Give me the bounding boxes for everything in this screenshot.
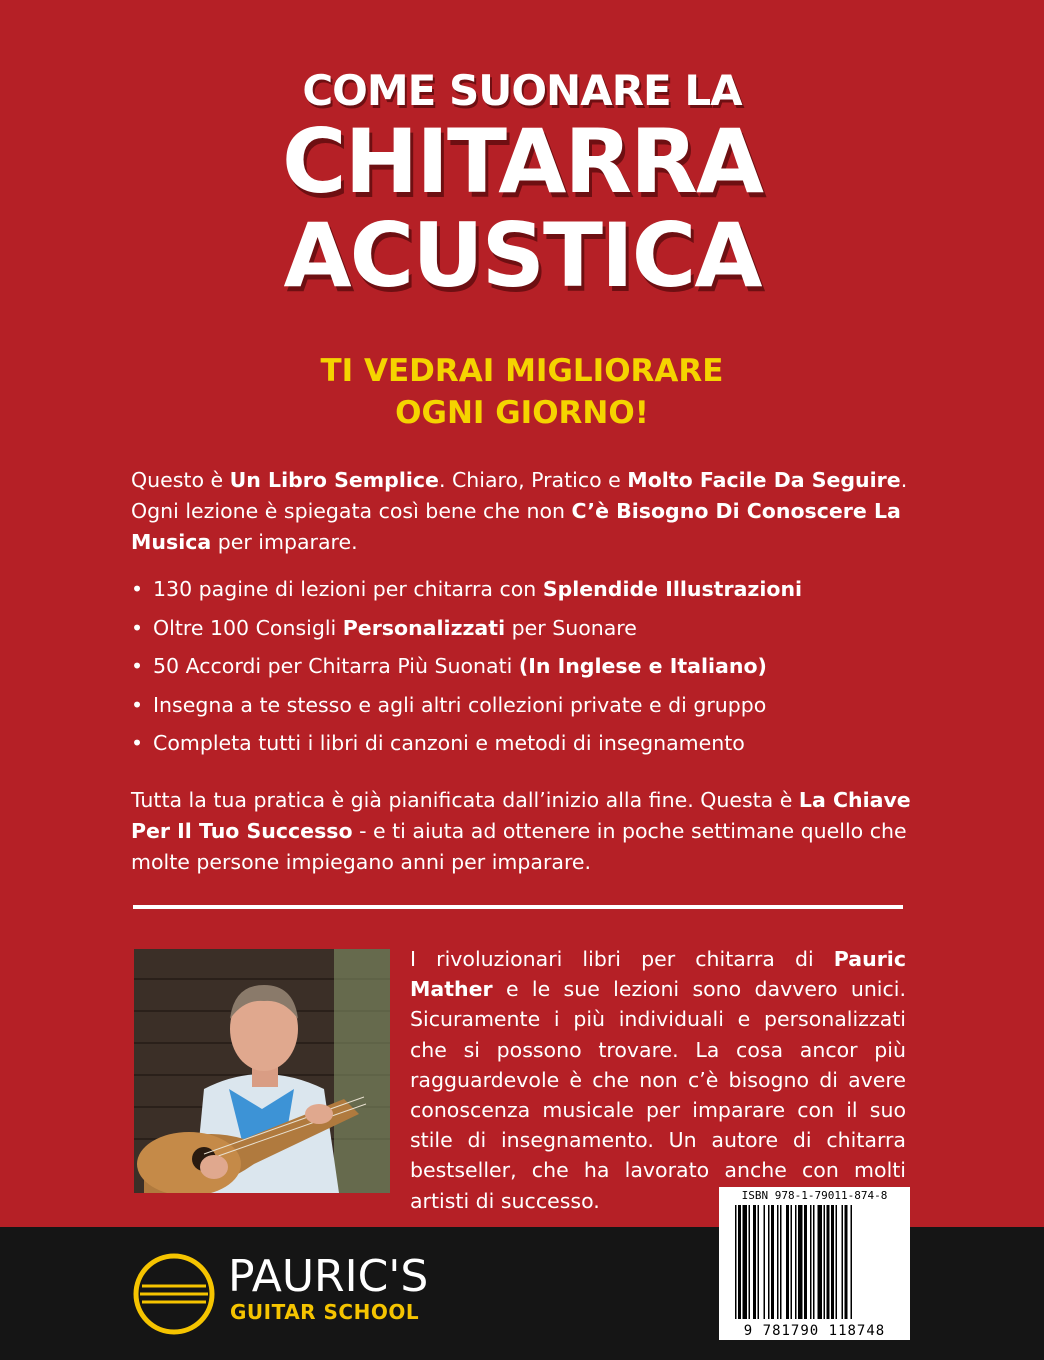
guitar-school-logo-icon — [132, 1252, 216, 1336]
bio-text-2: e le sue lezioni sono davvero unici. Sicuramente i più individuali e personalizzati che si possono trovare. La cosa ancor più ragguardevole è che non c’è bisogno di avere conoscenza musicale per imparare con il suo stile di insegnamento. Un autore di chitarra bestseller, che ha lavorato anche con molti artisti di successo. — [410, 977, 906, 1213]
title-line-small: COME SUONARE LA — [302, 66, 742, 115]
tagline — [0, 350, 1044, 434]
intro-text-4: per imparare. — [211, 530, 358, 554]
list-item — [131, 613, 931, 652]
closing-text-2: - e ti aiuta ad ottenere in poche settimane quello che molte persone impiegano anni per imparare. — [131, 819, 907, 874]
bullet-dot: • — [131, 731, 144, 755]
closing-bold-1: La Chiave Per Il Tuo Successo — [131, 788, 911, 843]
barcode-digits: 9 781790 118748 — [743, 1323, 886, 1339]
bullet-1-bold: Splendide Illustrazioni — [542, 577, 803, 601]
logo-subtitle: GUITAR SCHOOL — [230, 1300, 420, 1324]
intro-bold-1: Un Libro Semplice — [229, 468, 439, 492]
bullet-dot: • — [131, 577, 144, 601]
intro-bold-3: C’è Bisogno Di Conoscere La Musica — [131, 499, 901, 554]
closing-paragraph — [131, 785, 921, 878]
intro-paragraph — [131, 465, 921, 558]
bullet-3-text: 50 Accordi per Chitarra Più Suonati — [153, 654, 519, 678]
bullet-2-bold: Personalizzati — [342, 615, 506, 640]
bio-author-name: Pauric Mather — [410, 947, 906, 1002]
title-line-acustica: ACUSTICA — [283, 204, 761, 307]
author-photo — [134, 949, 390, 1193]
barcode — [719, 1187, 910, 1340]
bullet-4-text: Insegna a te stesso e agli altri collezioni private e di gruppo — [153, 692, 767, 717]
divider — [133, 905, 903, 909]
list-item — [131, 690, 931, 729]
tagline-line-2: OGNI GIORNO! — [395, 395, 649, 431]
bullet-2-text-1: Oltre 100 Consigli — [153, 615, 343, 640]
list-item — [131, 651, 931, 690]
author-bio — [410, 944, 906, 1216]
bullet-5-text: Completa tutti i libri di canzoni e metodi di insegnamento — [153, 731, 745, 755]
list-item — [131, 574, 931, 613]
bullet-dot: • — [131, 654, 144, 678]
list-item — [131, 728, 931, 767]
logo-wordmark: PAURIC'S — [228, 1251, 429, 1302]
bullet-1-text: 130 pagine di lezioni per chitarra con — [153, 577, 543, 601]
intro-text-1: Questo è — [131, 468, 230, 492]
intro-text-3: . Ogni lezione è spiegata così bene che non — [131, 468, 908, 523]
tagline-line-1: TI VEDRAI MIGLIORARE — [320, 353, 724, 389]
bio-text-1: I rivoluzionari libri per chitarra di — [410, 947, 834, 971]
bullet-3-bold: (In Inglese e Italiano) — [518, 654, 767, 678]
title-line-chitarra: CHITARRA — [282, 110, 762, 213]
bullet-dot: • — [131, 692, 144, 717]
intro-bold-2: Molto Facile Da Seguire — [627, 468, 901, 492]
isbn-text: ISBN 978-1-79011-874-8 — [741, 1189, 888, 1202]
intro-text-2: . Chiaro, Pratico e — [438, 468, 628, 492]
barcode-bars — [719, 1187, 910, 1340]
closing-text-1: Tutta la tua pratica è già pianificata dall’inizio alla fine. Questa è — [131, 788, 799, 812]
feature-list — [131, 574, 931, 767]
bullet-2-text-2: per Suonare — [505, 615, 637, 640]
author-photo-illustration — [134, 949, 390, 1193]
bullet-dot: • — [131, 615, 144, 640]
